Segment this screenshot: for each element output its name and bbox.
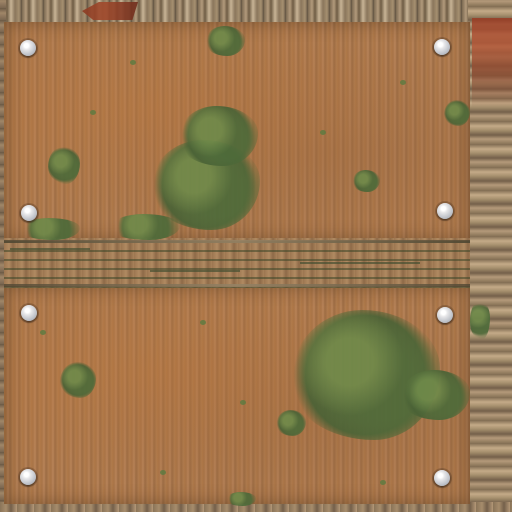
moss-patch	[400, 370, 470, 420]
moss-patch	[352, 170, 380, 192]
moss-patch	[205, 26, 245, 56]
rivet	[20, 40, 36, 56]
rivet	[434, 470, 450, 486]
rivet	[437, 307, 453, 323]
moss-patch	[444, 100, 470, 126]
moss-speck	[380, 480, 386, 485]
right-edge-rust-patch	[472, 18, 512, 108]
moss-patch	[178, 106, 258, 166]
moss-speck	[320, 130, 326, 135]
moss-speck	[200, 320, 206, 325]
moss-patch	[110, 214, 180, 240]
moss-patch	[20, 218, 80, 240]
seam-line-bottom	[4, 284, 470, 287]
seam-moss-stroke	[150, 270, 240, 272]
rivet	[21, 205, 37, 221]
moss-patch	[470, 300, 490, 340]
seam-line-top	[4, 240, 470, 243]
moss-speck	[40, 330, 46, 335]
rivet	[21, 305, 37, 321]
moss-speck	[130, 60, 136, 65]
seam-moss-stroke	[10, 248, 90, 250]
rivet	[437, 203, 453, 219]
moss-patch	[276, 410, 306, 436]
top-edge-planks	[0, 0, 512, 22]
rivet	[434, 39, 450, 55]
moss-speck	[90, 110, 96, 115]
rivet	[20, 469, 36, 485]
moss-speck	[400, 80, 406, 85]
moss-speck	[240, 400, 246, 405]
moss-patch	[226, 492, 256, 506]
moss-patch	[60, 362, 96, 398]
seam-moss-stroke	[300, 262, 420, 264]
moss-speck	[160, 470, 166, 475]
moss-patch	[48, 146, 80, 184]
